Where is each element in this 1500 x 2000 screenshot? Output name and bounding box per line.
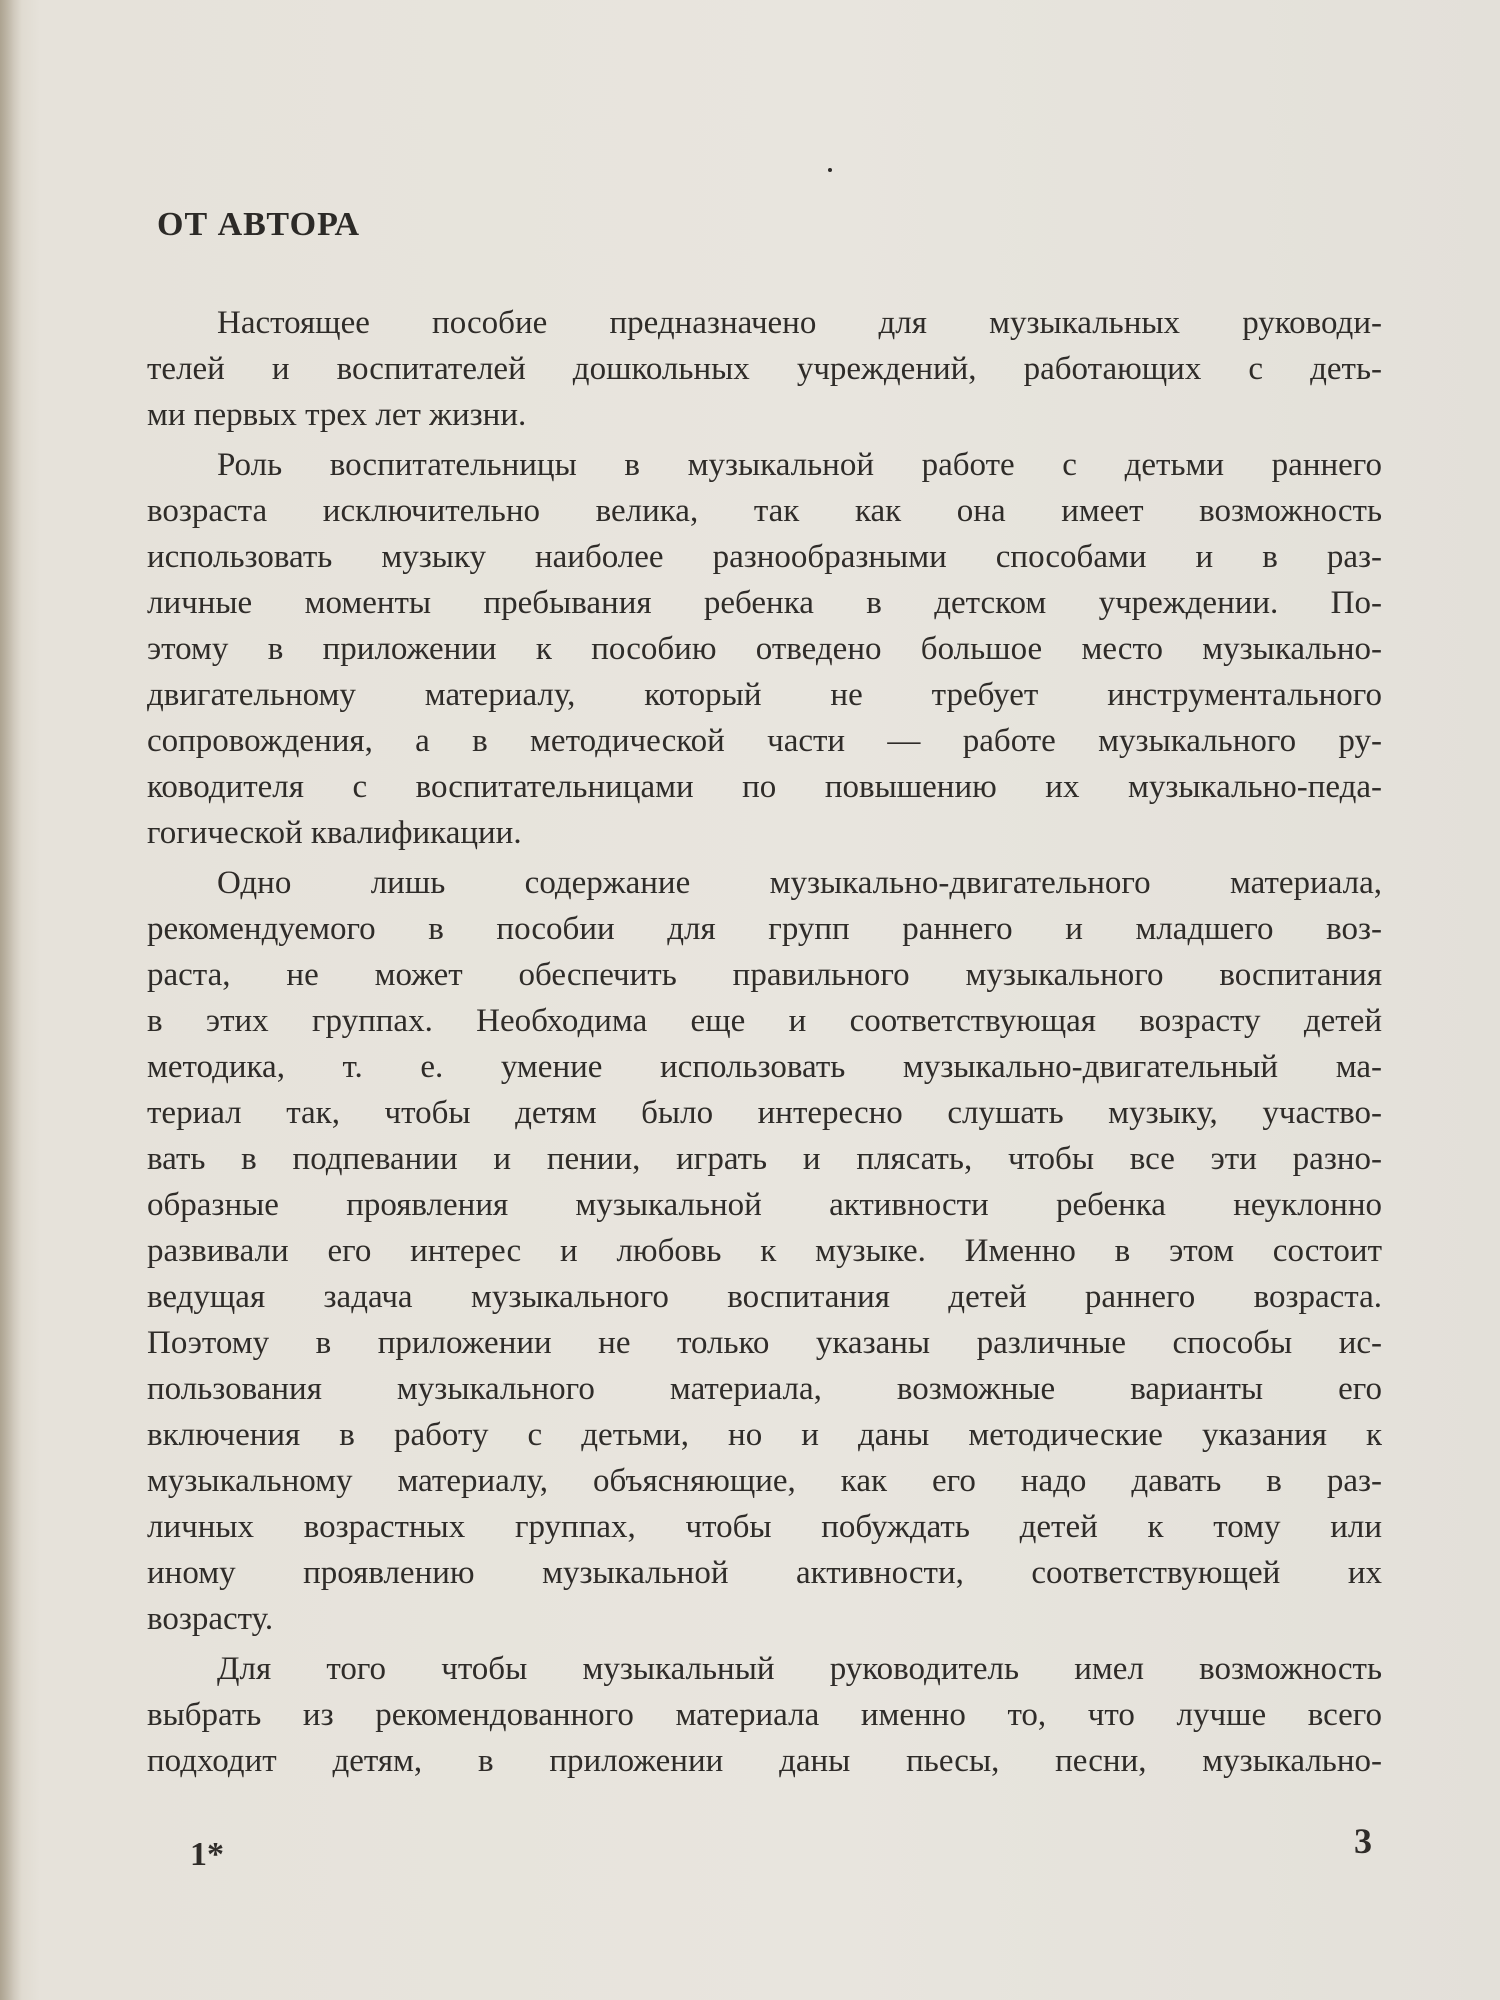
ink-speck [828, 168, 832, 172]
text-line: гогической квалификации. [147, 815, 522, 851]
text-line: возраста исключительно велика, так как она имеет возможность [147, 493, 1382, 529]
page-gutter-shadow [0, 0, 22, 2000]
text-line: ми первых трех лет жизни. [147, 397, 527, 433]
text-line: Настоящее пособие предназначено для музыкальных руководи- [217, 305, 1382, 341]
section-heading: ОТ АВТОРА [157, 206, 361, 243]
text-line: этому в приложении к пособию отведено большое место музыкально- [147, 631, 1382, 667]
text-line: развивали его интерес и любовь к музыке. Именно в этом состоит [147, 1233, 1382, 1269]
paragraph [147, 442, 1382, 856]
signature-mark: 1* [190, 1836, 224, 1873]
text-line: образные проявления музыкальной активности ребенка неуклонно [147, 1187, 1382, 1223]
paragraph [147, 300, 1382, 438]
text-line: териал так, чтобы детям было интересно слушать музыку, участво- [147, 1095, 1382, 1131]
text-line: пользования музыкального материала, возможные варианты его [147, 1371, 1382, 1407]
text-line: телей и воспитателей дошкольных учреждений, работающих с деть- [147, 351, 1382, 387]
text-line: ководителя с воспитательницами по повышению их музыкально-педа- [147, 769, 1382, 805]
text-line: Одно лишь содержание музыкально-двигательного материала, [217, 865, 1382, 901]
text-line: Роль воспитательницы в музыкальной работе с детьми раннего [217, 447, 1382, 483]
text-line: выбрать из рекомендованного материала именно то, что лучше всего [147, 1697, 1382, 1733]
text-line: рекомендуемого в пособии для групп раннего и младшего воз- [147, 911, 1382, 947]
text-line: подходит детям, в приложении даны пьесы, песни, музыкально- [147, 1743, 1382, 1779]
text-line: в этих группах. Необходима еще и соответствующая возрасту детей [147, 1003, 1382, 1039]
text-line: сопровождения, а в методической части — работе музыкального ру- [147, 723, 1382, 759]
text-line: раста, не может обеспечить правильного музыкального воспитания [147, 957, 1382, 993]
body-text [147, 300, 1382, 1788]
text-line: Поэтому в приложении не только указаны различные способы ис- [147, 1325, 1382, 1361]
text-line: вать в подпевании и пении, играть и плясать, чтобы все эти разно- [147, 1141, 1382, 1177]
text-line: личных возрастных группах, чтобы побуждать детей к тому или [147, 1509, 1382, 1545]
text-line: музыкальному материалу, объясняющие, как его надо давать в раз- [147, 1463, 1382, 1499]
text-line: личные моменты пребывания ребенка в детском учреждении. По- [147, 585, 1382, 621]
paragraph [147, 1646, 1382, 1784]
text-line: двигательному материалу, который не требует инструментального [147, 677, 1382, 713]
text-line: использовать музыку наиболее разнообразными способами и в раз- [147, 539, 1382, 575]
paragraph [147, 860, 1382, 1642]
text-line: возрасту. [147, 1601, 274, 1637]
page-number: 3 [1354, 1821, 1372, 1861]
text-line: методика, т. е. умение использовать музыкально-двигательный ма- [147, 1049, 1382, 1085]
text-line: включения в работу с детьми, но и даны методические указания к [147, 1417, 1382, 1453]
text-line: Для того чтобы музыкальный руководитель имел возможность [217, 1651, 1382, 1687]
text-line: иному проявлению музыкальной активности, соответствующей их [147, 1555, 1382, 1591]
text-line: ведущая задача музыкального воспитания детей раннего возраста. [147, 1279, 1382, 1315]
